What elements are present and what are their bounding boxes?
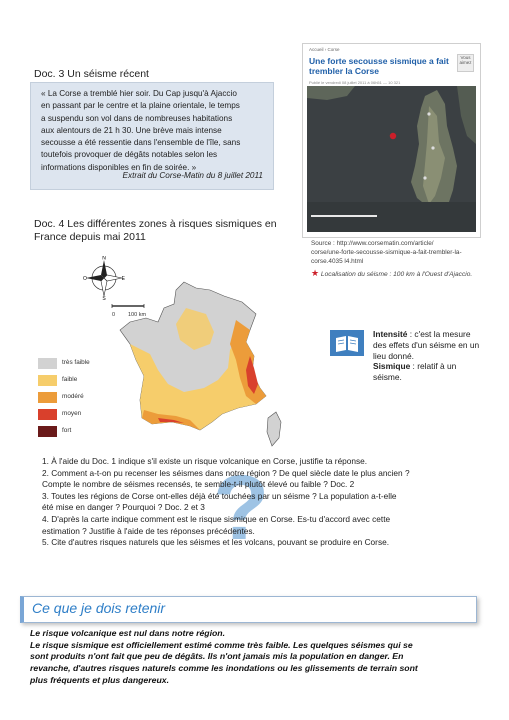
epicenter-star-icon	[390, 133, 396, 139]
doc4-title-line: France depuis mai 2011	[34, 231, 146, 243]
summary-line: plus fréquents et plus dangereux.	[30, 674, 170, 685]
corsica-island	[267, 412, 281, 446]
compass-n: N	[102, 256, 106, 262]
question-line: été mise en danger ? Pourquoi ? Doc. 2 et 3	[42, 502, 205, 513]
retenir-banner	[20, 596, 477, 623]
compass-e: E	[121, 276, 125, 282]
scale-zero: 0	[112, 312, 116, 318]
legend-label: moyen	[62, 410, 82, 417]
doc3-title: Doc. 3 Un séisme récent	[34, 68, 149, 80]
source-line: Source : http://www.corsematin.com/article/	[311, 240, 434, 247]
doc3-quote-source: Extrait du Corse-Matin du 8 juillet 2011	[122, 171, 263, 180]
questions-list	[42, 456, 480, 549]
definition-term-sismique: Sismique	[373, 361, 411, 372]
legend-swatch	[38, 375, 57, 386]
quote-line: en passant par le centre et la plaine orientale, le temps	[41, 101, 240, 111]
quote-line: a suspendu son vol dans de nombreuses habitations	[41, 113, 233, 123]
legend-label: faible	[62, 376, 78, 383]
news-share-button	[457, 54, 474, 72]
retenir-title: Ce que je dois retenir	[32, 600, 166, 616]
localisation-caption	[311, 268, 472, 279]
legend-label: modéré	[62, 393, 84, 400]
news-share-label: Vous aimez	[459, 55, 472, 65]
quote-line: aux alentours de 21 h 30. Une brève mais intense	[41, 125, 222, 135]
definition-intensite: : c'est la mesure des effets d'un séisme en un lieu donné.	[373, 329, 480, 361]
doc3-quote-text	[41, 88, 263, 174]
doc3-quote-box	[30, 82, 274, 190]
star-icon: ★	[311, 268, 320, 278]
question-line: 1. À l'aide du Doc. 1 indique s'il existe un risque volcanique en Corse, justifie ta réponse.	[42, 456, 368, 466]
satellite-map-image	[307, 86, 476, 232]
source-line: corse/une-forte-secousse-sismique-a-fait-trembler-la-	[311, 249, 462, 256]
localisation-text: Localisation du séisme : 100 km à l'Ouest d'Ajaccio.	[320, 271, 473, 278]
news-headline: Une forte secousse sismique a fait trembler la Corse	[309, 56, 449, 76]
scale-100km: 100 km	[128, 312, 147, 318]
question-line: Compte le nombre de séismes recensés, te semble-t-il plutôt élevé ou faible ? Doc. 2	[42, 479, 355, 490]
news-meta: Publié le vendredi 08 juillet 2011 à 06h51 — 10 321	[309, 80, 401, 85]
question-line: 2. Comment a-t-on pu recenser les séismes dans notre région ? De quel siècle date le plus ancien ?	[42, 467, 410, 478]
legend-swatch	[38, 409, 57, 420]
question-mark-icon: ?	[213, 457, 270, 559]
news-breadcrumb: Accueil › Corse	[309, 47, 340, 52]
quote-line: « La Corse a tremblé hier soir. Du Cap jusqu'à Ajaccio	[41, 89, 237, 98]
source-line: corse.4035 l4.html	[311, 258, 364, 265]
question-line: 4. D'après la carte indique comment est le risque sismique en Corse. Es-tu d'accord avec cette	[42, 513, 391, 524]
doc4-title	[34, 218, 277, 244]
compass-o: O	[83, 276, 87, 282]
france-seismic-map	[118, 280, 293, 450]
epicenter-satellite-map	[307, 86, 476, 232]
summary-line: revanche, d'autres risques naturels comme les inondations ou les glissements de terrain sont	[30, 663, 418, 674]
quote-line: toutefois provoquer de dégâts notables selon les	[41, 150, 218, 160]
news-article-screenshot	[302, 43, 481, 238]
definition-sismique: : relatif à un séisme.	[373, 361, 457, 383]
legend-label: très faible	[62, 359, 90, 366]
quote-line: informations disponibles en fin de soirée. »	[41, 162, 197, 172]
question-line: 5. Cite d'autres risques naturels que les séismes et les volcans, pouvant se produire en Corse.	[42, 537, 390, 548]
summary-line: sont produits n'ont fait que peu de dégâts. Ils n'ont jamais mis la population en danger. En	[30, 651, 404, 662]
doc4-title-line: Doc. 4 Les différentes zones à risques sismiques en	[34, 218, 277, 230]
legend-swatch	[38, 392, 57, 403]
book-icon	[330, 330, 364, 356]
question-line: estimation ? Justifie à l'aide de tes réponses précédentes.	[42, 525, 255, 536]
compass-s: S	[102, 296, 106, 300]
quote-line: secousse a été ressentie dans l'ensemble de l'île, sans	[41, 138, 241, 148]
definitions	[373, 329, 483, 383]
definition-term-intensite: Intensité	[373, 329, 408, 339]
legend-swatch	[38, 426, 57, 437]
legend-swatch	[38, 358, 57, 369]
summary-line: Le risque sismique est officiellement estimé comme très faible. Les quelques séismes qui se	[30, 639, 413, 650]
legend-label: fort	[62, 427, 72, 434]
retenir-summary	[30, 628, 482, 687]
news-source	[311, 239, 481, 266]
question-line: 3. Toutes les régions de Corse ont-elles déjà été touchées par un séisme ? La population a-t-elle	[42, 490, 397, 501]
summary-line: Le risque volcanique est nul dans notre région.	[30, 628, 226, 638]
